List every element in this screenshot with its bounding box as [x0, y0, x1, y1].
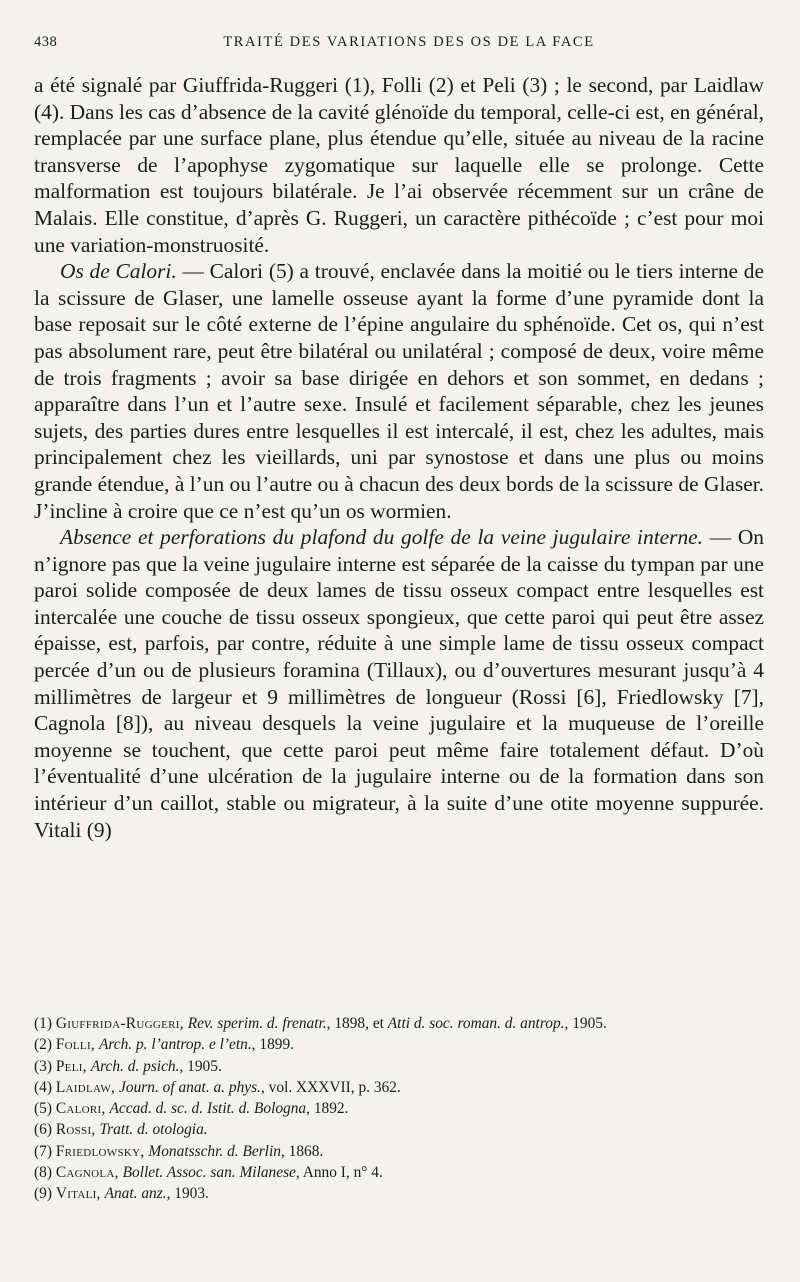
footnote: (2) Folli, Arch. p. l’antrop. e l’etn., 1899.: [34, 1036, 294, 1054]
book-page: [34, 30, 764, 843]
footnotes: [34, 1013, 764, 1205]
footnote: (6) Rossi, Tratt. d. otologia.: [34, 1121, 208, 1139]
footnote: (4) Laidlaw, Journ. of anat. a. phys., vol. XXXVII, p. 362.: [34, 1078, 401, 1096]
paragraph-3: [34, 524, 764, 843]
page-number: 438: [34, 34, 58, 50]
footnote: (7) Friedlowsky, Monatsschr. d. Berlin, 1868.: [34, 1142, 324, 1160]
paragraph-1: a été signalé par Giuffrida-Ruggeri (1), Folli (2) et Peli (3) ; le second, par Laidlaw (4). Dans les cas d’absence de la cavité glénoïde du temporal, celle-ci est, en général, remplacée par une surface plane, plus étendue qu’elle, située au niveau de la racine transverse de l’apophyse zygomatique sur laquelle elle se prolonge. Cette malformation est toujours bilatérale. Je l’ai observée récemment sur un crâne de Malais. Elle constitue, d’après G. Ruggeri, un caractère pithécoïde ; c’est pour moi une variation-monstruosité.: [34, 73, 764, 257]
footnote: (1) Giuffrida-Ruggeri, Rev. sperim. d. frenatr., 1898, et Atti d. soc. roman. d. antrop., 1905.: [34, 1015, 607, 1032]
running-head: TRAITÉ DES VARIATIONS DES OS DE LA FACE: [223, 34, 595, 50]
section-title-os-de-calori: Os de Calori.: [60, 259, 177, 284]
paragraph-2-text: — Calori (5) a trouvé, enclavée dans la moitié ou le tiers interne de la scissure de Glaser, une lamelle osseuse ayant la forme d’une pyramide dont la base reposait sur le côté externe de l’épine angulaire du sphénoïde. Cet os, qui n’est pas absolument rare, peut être bilatéral ou unilatéral ; composé de deux, voire même de trois fragments ; avoir sa base dirigée en dehors et son sommet, en dedans ; apparaître dans l’un et l’autre sexe. Insulé et facilement séparable, chez les jeunes sujets, des parties dures entre lesquelles il est intercalé, il est, chez les adultes, mais principalement chez les vieillards, uni par synostose et dans une plus ou moins grande étendue, à l’un ou l’autre ou à chacun des deux bords de la scissure de Glaser. J’incline à croire que ce n’est qu’un os wormien.: [34, 259, 764, 523]
footnote: (9) Vitali, Anat. anz., 1903.: [34, 1185, 209, 1203]
page-header: [34, 30, 764, 58]
section-title-absence-perforations: Absence et perforations du plafond du golfe de la veine jugulaire interne.: [60, 525, 703, 550]
paragraph-3-text: — On n’ignore pas que la veine jugulaire interne est séparée de la caisse du tympan par une paroi solide composée de deux lames de tissu osseux compact entre lesquelles est intercalée une couche de tissu osseux spongieux, que cette paroi qui peut être assez épaisse, est, parfois, par contre, réduite à une simple lame de tissu osseux compact percée d’un ou de plusieurs foramina (Tillaux), ou d’ouvertures mesurant jusqu’à 4 millimètres de largeur et 9 millimètres de longueur (Rossi [6], Friedlowsky [7], Cagnola [8]), au niveau desquels la veine jugulaire et la muqueuse de l’oreille moyenne se touchent, que cette paroi peut même faire totalement défaut. D’où l’éventualité d’une ulcération de la jugulaire interne ou de la formation dans son intérieur d’un caillot, stable ou migrateur, à la suite d’une otite moyenne suppurée. Vitali (9): [34, 525, 765, 842]
footnote: (8) Cagnola, Bollet. Assoc. san. Milanese, Anno I, n° 4.: [34, 1164, 383, 1182]
body-text: [34, 72, 764, 843]
footnote: (3) Peli, Arch. d. psich., 1905.: [34, 1057, 222, 1075]
footnote: (5) Calori, Accad. d. sc. d. Istit. d. Bologna, 1892.: [34, 1100, 349, 1118]
paragraph-2: [34, 258, 764, 524]
